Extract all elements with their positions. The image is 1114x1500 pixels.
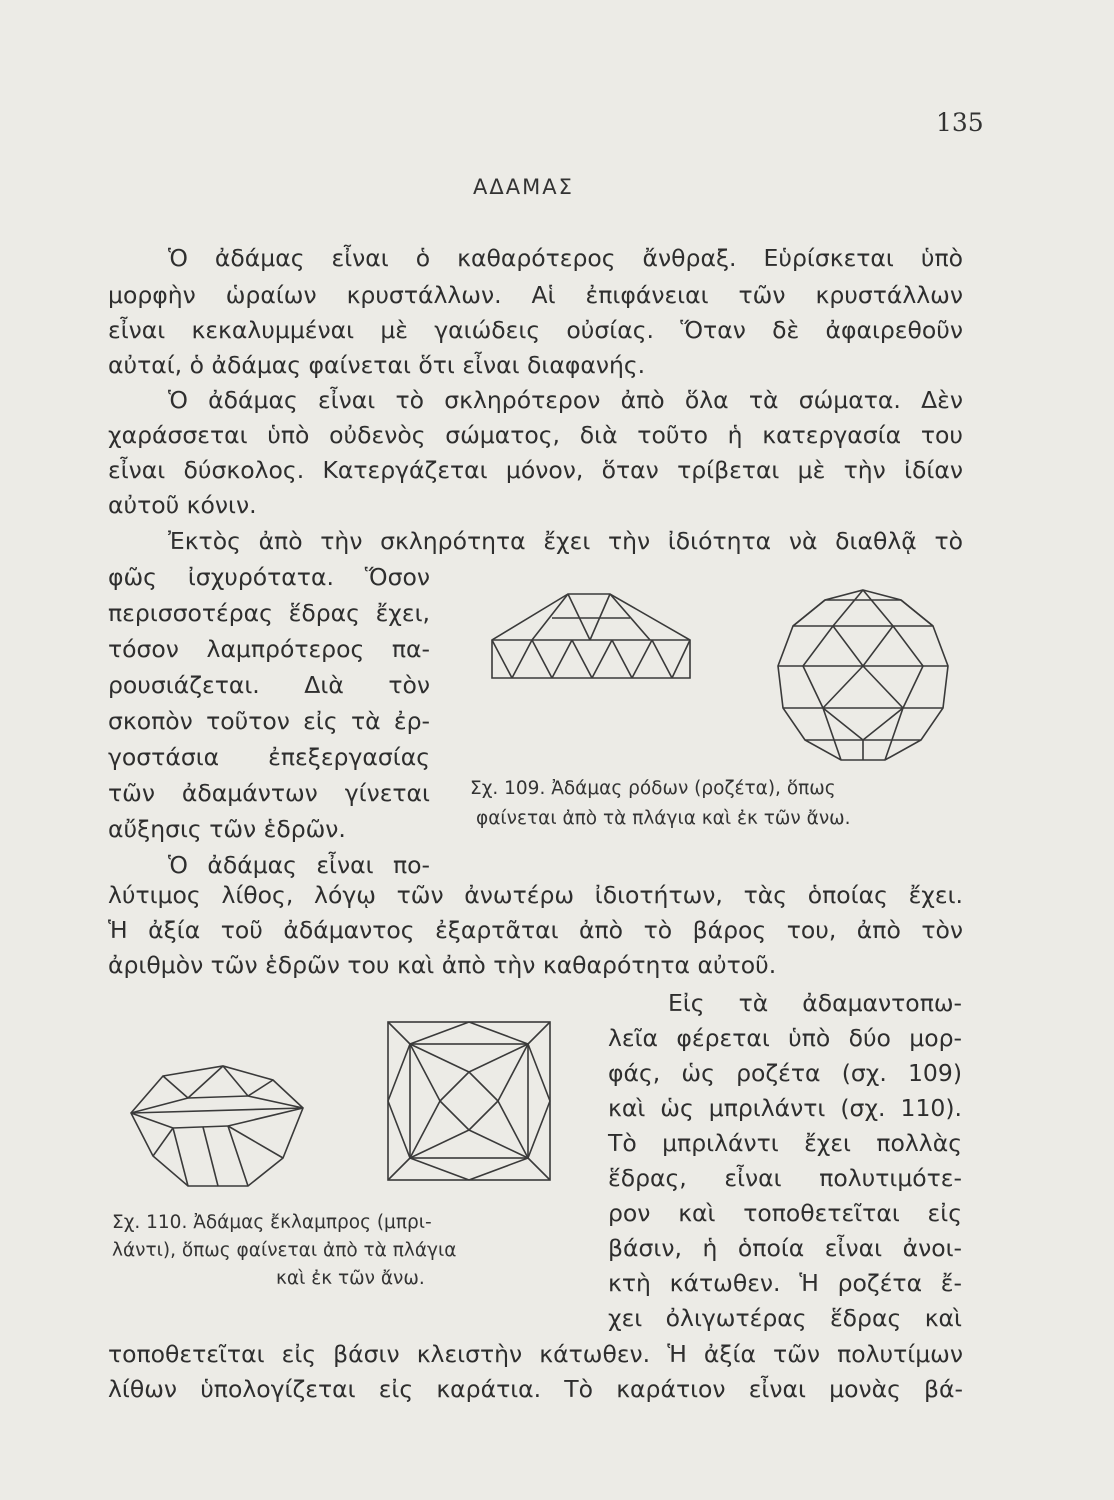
text-line: Ὁ ἀδάμας εἶναι πο- (168, 851, 430, 879)
figure-109-caption: φαίνεται ἀπὸ τὰ πλάγια καὶ ἐκ τῶν ἄνω. (476, 808, 851, 829)
figure-110-caption: Σχ. 110. Ἀδάμας ἔκλαμπρος (μπρι- (112, 1212, 432, 1233)
text-line: Ἡ ἀξία τοῦ ἀδάμαντος ἐξαρτᾶται ἀπὸ τὸ βάρος του, ἀπὸ τὸν (108, 916, 963, 944)
text-line: αὔξησις τῶν ἑδρῶν. (108, 815, 346, 843)
text-line: τῶν ἀδαμάντων γίνεται (108, 779, 430, 807)
page-title: ΑΔΑΜΑΣ (473, 175, 574, 199)
text-line: ἕδρας, εἶναι πολυτιμότε- (608, 1164, 962, 1192)
figure-109-rose-cut-side (490, 590, 690, 690)
figure-110-caption: λάντι), ὅπως φαίνεται ἀπὸ τὰ πλάγια (112, 1240, 457, 1261)
text-line: Ἐκτὸς ἀπὸ τὴν σκληρότητα ἔχει τὴν ἰδιότητα νὰ διαθλᾷ τὸ (168, 527, 963, 555)
text-line: καὶ ὡς μπριλάντι (σχ. 110). (608, 1094, 962, 1122)
text-line: Ὁ ἀδάμας εἶναι ὁ καθαρότερος ἄνθραξ. Εὑρίσκεται ὑπὸ (168, 244, 963, 272)
figure-110-brilliant-side (128, 1058, 308, 1188)
text-line: εἶναι δύσκολος. Κατεργάζεται μόνον, ὅταν τρίβεται μὲ τὴν ἰδίαν (108, 456, 963, 484)
text-line: τοποθετεῖται εἰς βάσιν κλειστὴν κάτωθεν. Ἡ ἀξία τῶν πολυτίμων (108, 1340, 963, 1368)
figure-109-caption: Σχ. 109. Ἀδάμας ρόδων (ροζέτα), ὅπως (470, 778, 836, 799)
text-line: χει ὀλιγωτέρας ἕδρας καὶ (608, 1304, 962, 1332)
text-line: λεῖα φέρεται ὑπὸ δύο μορ- (608, 1024, 962, 1052)
text-line: ρον καὶ τοποθετεῖται εἰς (608, 1199, 962, 1227)
text-line: μορφὴν ὡραίων κρυστάλλων. Αἱ ἐπιφάνειαι τῶν κρυστάλλων (108, 281, 963, 309)
text-line: κτὴ κάτωθεν. Ἡ ροζέτα ἔ- (608, 1269, 962, 1297)
text-line: Τὸ μπριλάντι ἔχει πολλὰς (608, 1129, 962, 1157)
text-line: γοστάσια ἐπεξεργασίας (108, 743, 430, 771)
text-line: ἀριθμὸν τῶν ἑδρῶν του καὶ ἀπὸ τὴν καθαρότητα αὐτοῦ. (108, 951, 777, 979)
text-line: φάς, ὡς ροζέτα (σχ. 109) (608, 1059, 962, 1087)
page-number: 135 (936, 108, 984, 137)
figure-109-rose-cut-top (773, 588, 953, 768)
text-line: αὐταί, ὁ ἀδάμας φαίνεται ὅτι εἶναι διαφανής. (108, 351, 646, 379)
text-line: περισσοτέρας ἕδρας ἔχει, (108, 599, 430, 627)
text-line: Εἰς τὰ ἀδαμαντοπω- (668, 989, 962, 1017)
text-line: λύτιμος λίθος, λόγῳ τῶν ἀνωτέρω ἰδιοτήτων, τὰς ὁποίας ἔχει. (108, 881, 963, 909)
text-line: εἶναι κεκαλυμμέναι μὲ γαιώδεις οὐσίας. Ὅταν δὲ ἀφαιρεθοῦν (108, 316, 963, 344)
text-line: Ὁ ἀδάμας εἶναι τὸ σκληρότερον ἀπὸ ὅλα τὰ σώματα. Δὲν (168, 386, 963, 414)
text-line: αὐτοῦ κόνιν. (108, 491, 257, 519)
text-line: χαράσσεται ὑπὸ οὐδενὸς σώματος, διὰ τοῦτο ἡ κατεργασία του (108, 421, 963, 449)
text-line: βάσιν, ἡ ὁποία εἶναι ἀνοι- (608, 1234, 962, 1262)
text-line: σκοπὸν τοῦτον εἰς τὰ ἐρ- (108, 707, 430, 735)
text-line: τόσον λαμπρότερος πα- (108, 635, 430, 663)
figure-110-caption: καὶ ἐκ τῶν ἄνω. (276, 1268, 425, 1289)
text-line: λίθων ὑπολογίζεται εἰς καράτια. Τὸ καράτιον εἶναι μονὰς βά- (108, 1375, 963, 1403)
figure-110-brilliant-top (386, 1020, 552, 1182)
text-line: φῶς ἰσχυρότατα. Ὅσον (108, 563, 430, 591)
text-line: ρουσιάζεται. Διὰ τὸν (108, 671, 430, 699)
